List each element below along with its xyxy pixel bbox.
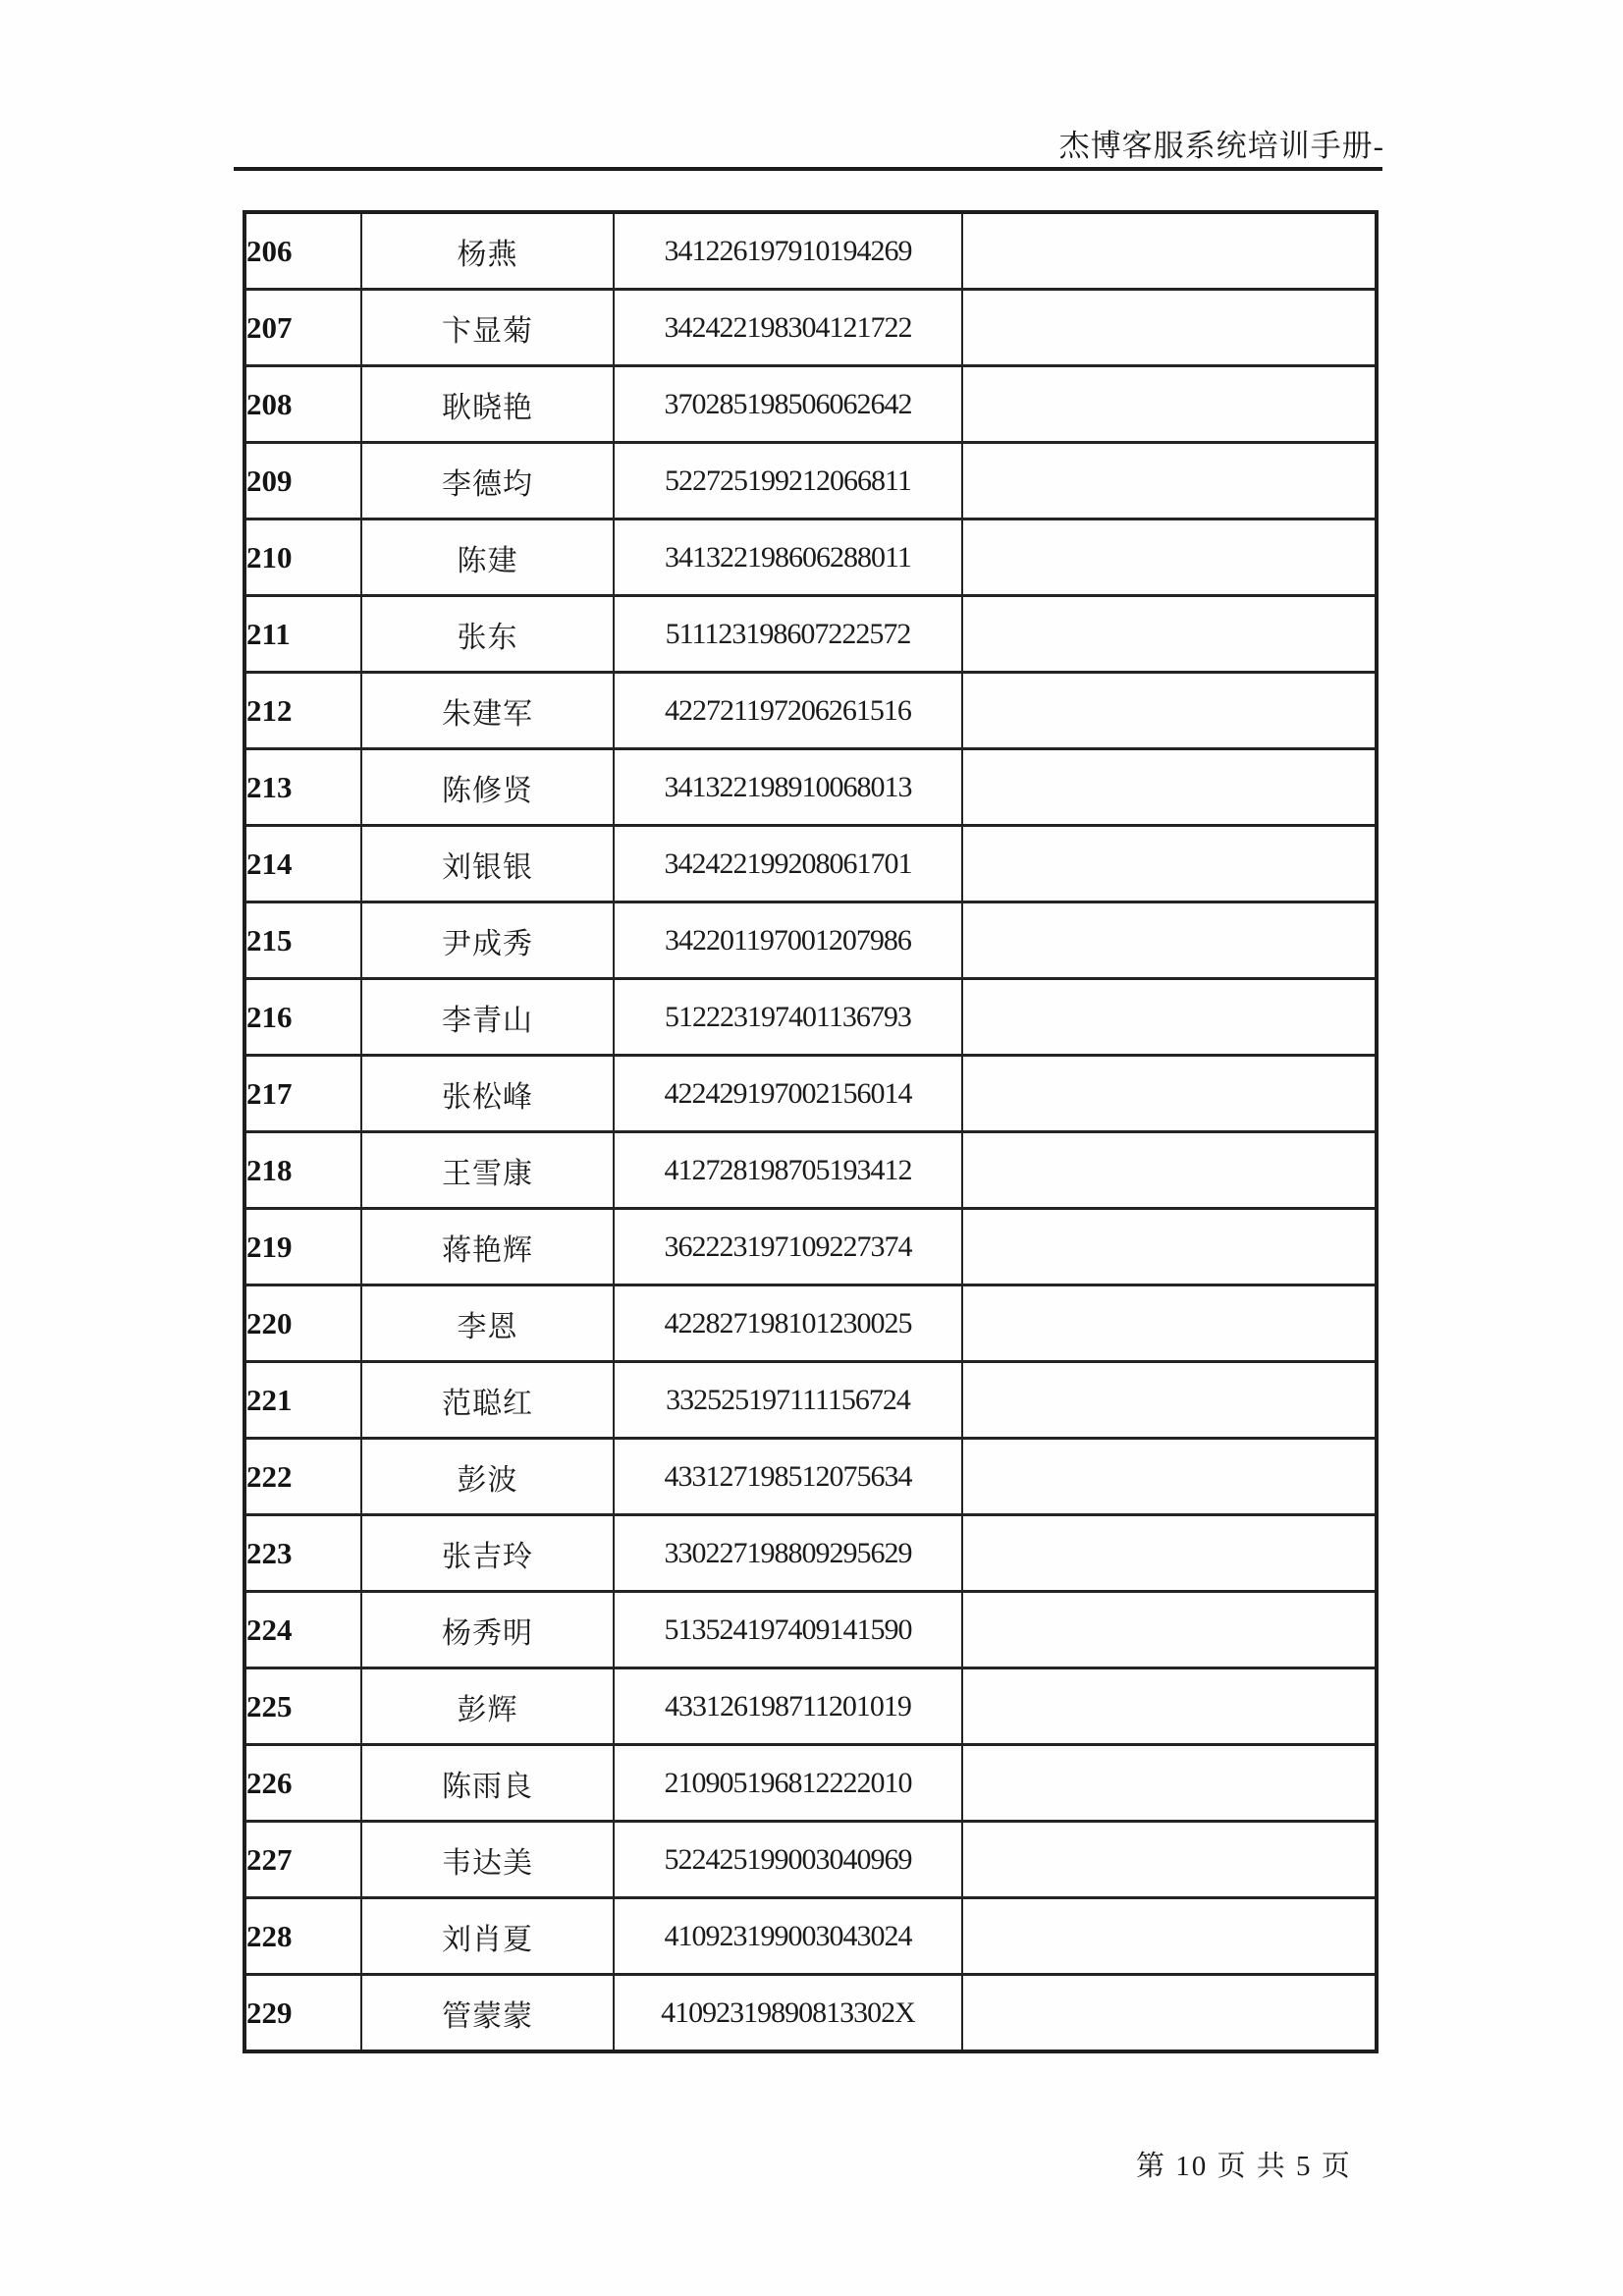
empty-cell [962, 1745, 1377, 1822]
table-row [244, 443, 1377, 519]
table-row [244, 673, 1377, 749]
name-cell: 尹成秀 [361, 902, 614, 979]
id-number-cell: 330227198809295629 [614, 1515, 962, 1592]
empty-cell [962, 1439, 1377, 1515]
empty-cell [962, 1132, 1377, 1209]
empty-cell [962, 290, 1377, 366]
table-row [244, 902, 1377, 979]
name-cell: 张吉玲 [361, 1515, 614, 1592]
name-cell: 李恩 [361, 1285, 614, 1362]
empty-cell [962, 212, 1377, 290]
table-row [244, 826, 1377, 902]
id-number-cell: 332525197111156724 [614, 1362, 962, 1439]
id-number-cell: 410923199003043024 [614, 1898, 962, 1975]
name-cell: 彭辉 [361, 1668, 614, 1745]
id-number-cell: 513524197409141590 [614, 1592, 962, 1668]
id-number-cell: 433126198711201019 [614, 1668, 962, 1745]
table-row [244, 1745, 1377, 1822]
name-cell: 陈建 [361, 519, 614, 596]
table-row [244, 1975, 1377, 2052]
name-cell: 杨秀明 [361, 1592, 614, 1668]
table-row [244, 1056, 1377, 1132]
empty-cell [962, 366, 1377, 443]
name-cell: 韦达美 [361, 1822, 614, 1898]
row-number-cell: 222 [244, 1439, 361, 1515]
table-row [244, 1132, 1377, 1209]
page-number: 第 10 页 共 5 页 [1136, 2151, 1352, 2182]
row-number-cell: 212 [244, 673, 361, 749]
table-row [244, 1209, 1377, 1285]
name-cell: 彭波 [361, 1439, 614, 1515]
row-number-cell: 209 [244, 443, 361, 519]
table-row [244, 1592, 1377, 1668]
row-number-cell: 216 [244, 979, 361, 1056]
name-cell: 蒋艳辉 [361, 1209, 614, 1285]
name-cell: 杨燕 [361, 212, 614, 290]
name-cell: 耿晓艳 [361, 366, 614, 443]
name-cell: 张松峰 [361, 1056, 614, 1132]
header-rule [234, 167, 1382, 171]
table-row [244, 212, 1377, 290]
id-number-cell: 210905196812222010 [614, 1745, 962, 1822]
id-number-cell: 342422199208061701 [614, 826, 962, 902]
table-row [244, 290, 1377, 366]
name-cell: 管蒙蒙 [361, 1975, 614, 2052]
row-number-cell: 214 [244, 826, 361, 902]
name-cell: 陈修贤 [361, 749, 614, 826]
row-number-cell: 225 [244, 1668, 361, 1745]
name-cell: 卞显菊 [361, 290, 614, 366]
table-row [244, 1285, 1377, 1362]
empty-cell [962, 1822, 1377, 1898]
id-number-cell: 511123198607222572 [614, 596, 962, 673]
id-number-cell: 342201197001207986 [614, 902, 962, 979]
row-number-cell: 224 [244, 1592, 361, 1668]
empty-cell [962, 1668, 1377, 1745]
empty-cell [962, 902, 1377, 979]
name-cell: 王雪康 [361, 1132, 614, 1209]
id-number-cell: 362223197109227374 [614, 1209, 962, 1285]
table-row [244, 1439, 1377, 1515]
table-row [244, 596, 1377, 673]
empty-cell [962, 673, 1377, 749]
id-number-cell: 422721197206261516 [614, 673, 962, 749]
header-title: 杰博客服系统培训手册- [1058, 129, 1384, 163]
row-number-cell: 227 [244, 1822, 361, 1898]
id-number-cell: 422827198101230025 [614, 1285, 962, 1362]
id-number-cell: 41092319890813302X [614, 1975, 962, 2052]
row-number-cell: 213 [244, 749, 361, 826]
table-row [244, 979, 1377, 1056]
empty-cell [962, 1592, 1377, 1668]
id-number-cell: 370285198506062642 [614, 366, 962, 443]
empty-cell [962, 1362, 1377, 1439]
id-number-cell: 433127198512075634 [614, 1439, 962, 1515]
name-cell: 刘银银 [361, 826, 614, 902]
empty-cell [962, 1209, 1377, 1285]
table-row [244, 1668, 1377, 1745]
empty-cell [962, 1515, 1377, 1592]
name-cell: 朱建军 [361, 673, 614, 749]
row-number-cell: 207 [244, 290, 361, 366]
id-number-cell: 341226197910194269 [614, 212, 962, 290]
table-row [244, 366, 1377, 443]
id-number-cell: 342422198304121722 [614, 290, 962, 366]
id-number-cell: 512223197401136793 [614, 979, 962, 1056]
empty-cell [962, 1898, 1377, 1975]
name-cell: 刘肖夏 [361, 1898, 614, 1975]
row-number-cell: 210 [244, 519, 361, 596]
empty-cell [962, 1285, 1377, 1362]
id-number-cell: 341322198910068013 [614, 749, 962, 826]
row-number-cell: 220 [244, 1285, 361, 1362]
empty-cell [962, 749, 1377, 826]
table-row [244, 1362, 1377, 1439]
id-number-cell: 522425199003040969 [614, 1822, 962, 1898]
empty-cell [962, 826, 1377, 902]
row-number-cell: 206 [244, 212, 361, 290]
name-cell: 李青山 [361, 979, 614, 1056]
id-number-cell: 341322198606288011 [614, 519, 962, 596]
roster-table [243, 210, 1379, 2053]
empty-cell [962, 1056, 1377, 1132]
row-number-cell: 229 [244, 1975, 361, 2052]
row-number-cell: 221 [244, 1362, 361, 1439]
empty-cell [962, 596, 1377, 673]
table-row [244, 749, 1377, 826]
row-number-cell: 223 [244, 1515, 361, 1592]
empty-cell [962, 443, 1377, 519]
empty-cell [962, 1975, 1377, 2052]
row-number-cell: 211 [244, 596, 361, 673]
name-cell: 范聪红 [361, 1362, 614, 1439]
id-number-cell: 522725199212066811 [614, 443, 962, 519]
row-number-cell: 208 [244, 366, 361, 443]
id-number-cell: 422429197002156014 [614, 1056, 962, 1132]
table-row [244, 1515, 1377, 1592]
row-number-cell: 228 [244, 1898, 361, 1975]
table-row [244, 1822, 1377, 1898]
empty-cell [962, 519, 1377, 596]
row-number-cell: 226 [244, 1745, 361, 1822]
row-number-cell: 219 [244, 1209, 361, 1285]
row-number-cell: 217 [244, 1056, 361, 1132]
table-row [244, 1898, 1377, 1975]
empty-cell [962, 979, 1377, 1056]
name-cell: 张东 [361, 596, 614, 673]
row-number-cell: 215 [244, 902, 361, 979]
table-row [244, 519, 1377, 596]
row-number-cell: 218 [244, 1132, 361, 1209]
name-cell: 李德均 [361, 443, 614, 519]
name-cell: 陈雨良 [361, 1745, 614, 1822]
id-number-cell: 412728198705193412 [614, 1132, 962, 1209]
